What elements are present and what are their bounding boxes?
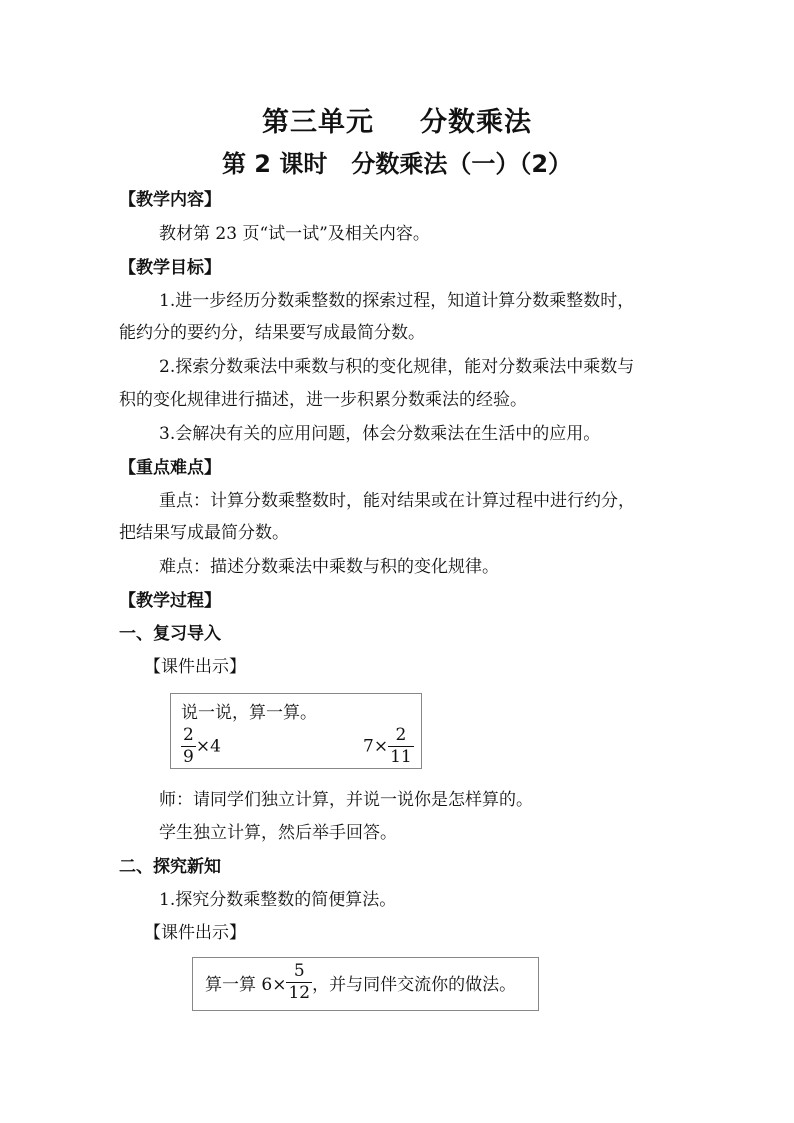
lesson-name: 分数乘法（一）（2）	[351, 150, 573, 178]
explore-item-1: 1.探究分数乘整数的简便算法。	[159, 890, 397, 910]
difficult-point: 难点：描述分数乘法中乘数与积的变化规律。	[159, 557, 499, 577]
review-box	[170, 693, 422, 769]
courseware-label-1: 【课件出示】	[144, 657, 246, 677]
exercise-box	[192, 957, 539, 1011]
goal-1-line-2: 能约分的要约分，结果要写成最简分数。	[119, 323, 425, 343]
unit-label: 第三单元	[262, 107, 374, 138]
key-heading: 【重点难点】	[119, 458, 221, 478]
process-heading: 【教学过程】	[119, 591, 221, 611]
fraction-5-12: $\frac{5}{12}$	[288, 961, 311, 1003]
goal-3: 3.会解决有关的应用问题，体会分数乘法在生活中的应用。	[159, 424, 601, 444]
unit-title	[0, 100, 794, 139]
goals-heading: 【教学目标】	[119, 258, 221, 278]
exercise-text: 算一算 6× $\frac{5}{12}$ ，并与同伴交流你的做法。	[205, 961, 517, 1003]
goal-2-line-1: 2.探索分数乘法中乘数与积的变化规律，能对分数乘法中乘数与	[159, 357, 635, 377]
courseware-label-2: 【课件出示】	[144, 923, 246, 943]
goal-1-line-1: 1.进一步经历分数乘整数的探索过程，知道计算分数乘整数时，	[159, 291, 635, 311]
fraction-2-9: $\frac{2}{9}$	[183, 725, 194, 767]
section-2-title: 二、探究新知	[119, 857, 221, 877]
lesson-title	[0, 144, 794, 179]
section-1-title: 一、复习导入	[119, 624, 221, 644]
review-expression-1: $\frac{2}{9}$ ×4	[183, 725, 221, 767]
student-activity: 学生独立计算，然后举手回答。	[159, 823, 397, 843]
goal-2-line-2: 积的变化规律进行描述，进一步积累分数乘法的经验。	[119, 390, 527, 410]
lesson-label: 第 2 课时	[221, 150, 328, 178]
content-heading: 【教学内容】	[119, 190, 221, 210]
unit-topic: 分数乘法	[420, 107, 532, 138]
teacher-instruction: 师：请同学们独立计算，并说一说你是怎样算的。	[159, 790, 533, 810]
key-point-line-2: 把结果写成最简分数。	[119, 523, 289, 543]
key-point-line-1: 重点：计算分数乘整数时，能对结果或在计算过程中进行约分，	[159, 491, 635, 511]
fraction-2-11: $\frac{2}{11}$	[390, 725, 412, 767]
review-prompt: 说一说，算一算。	[181, 703, 317, 723]
review-expression-2: 7× $\frac{2}{11}$	[363, 725, 412, 767]
content-text: 教材第 23 页“试一试”及相关内容。	[159, 224, 430, 244]
